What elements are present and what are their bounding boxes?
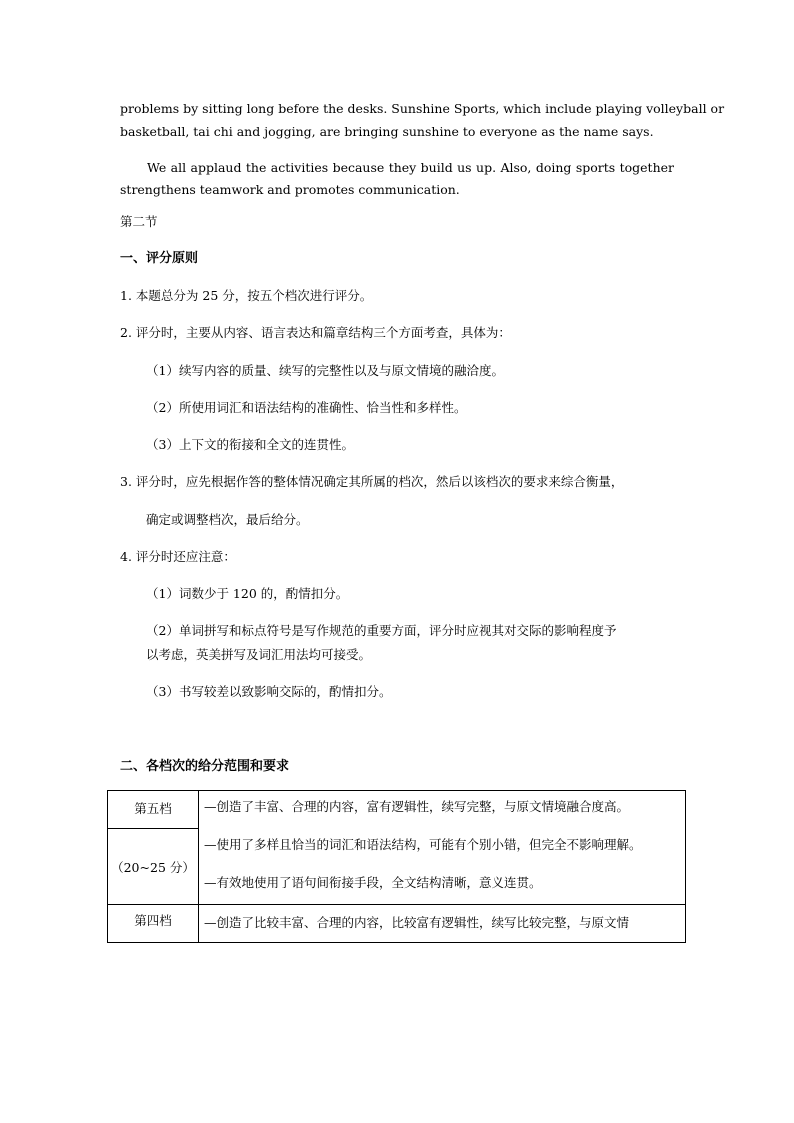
principle-subitem: （1）续写内容的质量、续写的完整性以及与原文情境的融洽度。: [146, 363, 504, 378]
table-row: [108, 791, 686, 829]
principle-item: 4. 评分时还应注意：: [120, 549, 236, 564]
level4-name: 第四档: [108, 905, 199, 943]
principle-item-continuation: 确定或调整档次，最后给分。: [146, 512, 309, 527]
table-row: [108, 905, 686, 943]
level4-requirements: [199, 905, 686, 943]
passage-line: We all applaud the activities because they build us up. Also, doing sports together: [147, 160, 674, 175]
passage-line: problems by sitting long before the desks. Sunshine Sports, which include playing volleyball or: [120, 101, 725, 116]
requirement-line: —使用了多样且恰当的词汇和语法结构，可能有个别小错，但完全不影响理解。: [204, 837, 642, 852]
principle-subitem: （3）书写较差以致影响交际的，酌情扣分。: [146, 684, 392, 699]
principle-subitem: （2）所使用词汇和语法结构的准确性、恰当性和多样性。: [146, 400, 467, 415]
requirement-line: —创造了丰富、合理的内容，富有逻辑性，续写完整，与原文情境融合度高。: [204, 799, 630, 814]
passage-line: strengthens teamwork and promotes communication.: [120, 182, 460, 197]
level5-requirements: [199, 791, 686, 905]
principle-subitem: （2）单词拼写和标点符号是写作规范的重要方面，评分时应视其对交际的影响程度予: [146, 623, 617, 638]
principle-item: 1. 本题总分为 25 分，按五个档次进行评分。: [120, 288, 373, 303]
level5-range: （20~25 分）: [108, 829, 199, 905]
requirement-line: —创造了比较丰富、合理的内容，比较富有逻辑性，续写比较完整，与原文情: [204, 915, 630, 930]
section-label: 第二节: [120, 214, 158, 229]
grades-heading: 二、各档次的给分范围和要求: [120, 759, 290, 774]
principle-subitem-continuation: 以考虑，英美拼写及词汇用法均可接受。: [146, 647, 372, 662]
level5-name: 第五档: [108, 791, 199, 829]
principle-item: 2. 评分时，主要从内容、语言表达和篇章结构三个方面考查，具体为：: [120, 325, 511, 340]
principle-item: 3. 评分时，应先根据作答的整体情况确定其所属的档次，然后以该档次的要求来综合衡量，: [120, 474, 624, 489]
passage-line: basketball, tai chi and jogging, are bringing sunshine to everyone as the name says.: [120, 124, 654, 139]
principles-heading: 一、评分原则: [120, 251, 199, 266]
principle-subitem: （1）词数少于 120 的，酌情扣分。: [146, 586, 349, 601]
requirement-line: —有效地使用了语句间衔接手段，全文结构清晰，意义连贯。: [204, 875, 542, 890]
principle-subitem: （3）上下文的衔接和全文的连贯性。: [146, 437, 354, 452]
grade-table: [107, 790, 686, 943]
